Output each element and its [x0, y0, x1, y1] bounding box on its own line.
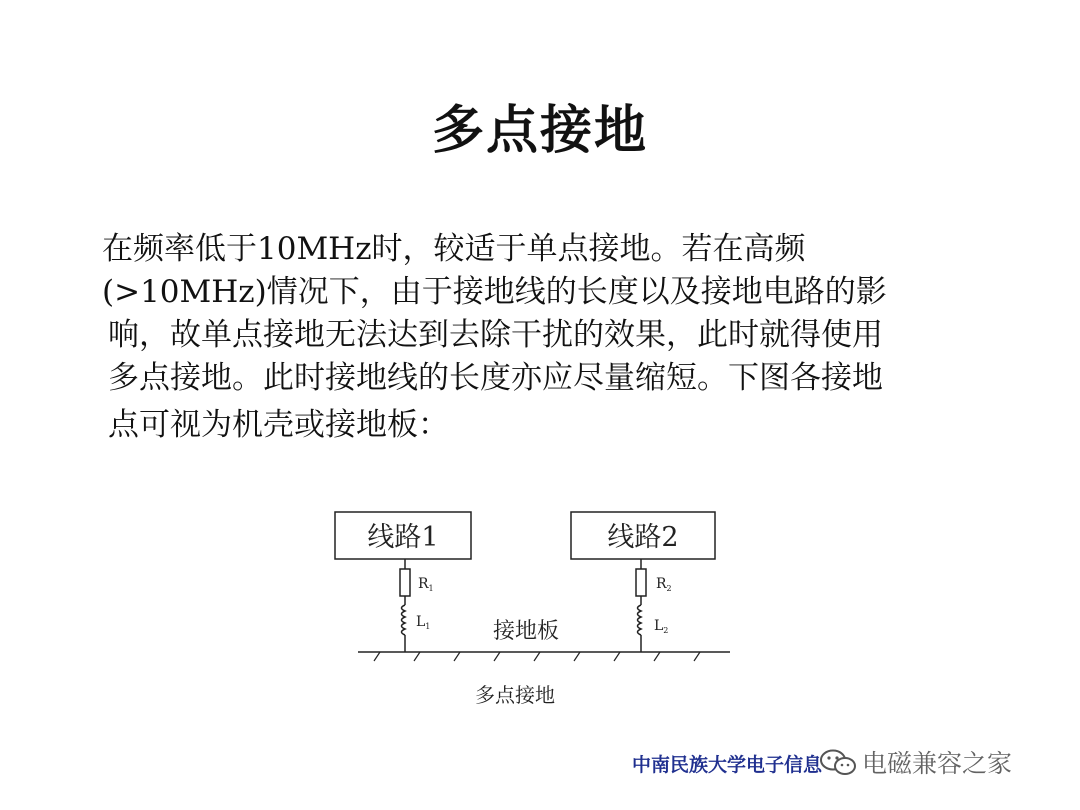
- paragraph-line: 在频率低于10MHz时，较适于单点接地。若在高频: [102, 231, 806, 267]
- footer-institution: 中南民族大学电子信息: [632, 754, 823, 776]
- paragraph-line: 多点接地。此时接地线的长度亦应尽量缩短。下图各接地: [108, 360, 883, 396]
- watermark: [818, 744, 1012, 780]
- ground-hatching: [374, 652, 700, 661]
- circuit1-label: 线路1: [367, 522, 439, 553]
- slide-paragraph: [102, 228, 1022, 447]
- paragraph-line: (>10MHz)情况下，由于接地线的长度以及接地电路的影: [102, 274, 887, 310]
- watermark-text: 电磁兼容之家: [862, 749, 1013, 778]
- inductor-l2: [638, 605, 642, 635]
- l2-label: $L_2$: [654, 618, 669, 635]
- multipoint-grounding-diagram: [330, 500, 750, 720]
- inductor-l1: [402, 605, 406, 635]
- paragraph-line: 响，故单点接地无法达到去除干扰的效果，此时就得使用: [108, 317, 883, 353]
- ground-plane-label: 接地板: [492, 619, 560, 644]
- diagram-caption: 多点接地: [475, 683, 555, 707]
- r2-label: $R_2$: [656, 576, 672, 593]
- l1-label: $L_1$: [416, 614, 431, 631]
- wechat-icon: [818, 748, 858, 776]
- slide-title: 多点接地: [431, 100, 648, 161]
- circuit2-label: 线路2: [607, 522, 679, 553]
- resistor-r1: [400, 569, 410, 596]
- paragraph-line: 点可视为机壳或接地板：: [108, 407, 449, 443]
- r1-label: $R_1$: [418, 576, 434, 593]
- resistor-r2: [636, 569, 646, 596]
